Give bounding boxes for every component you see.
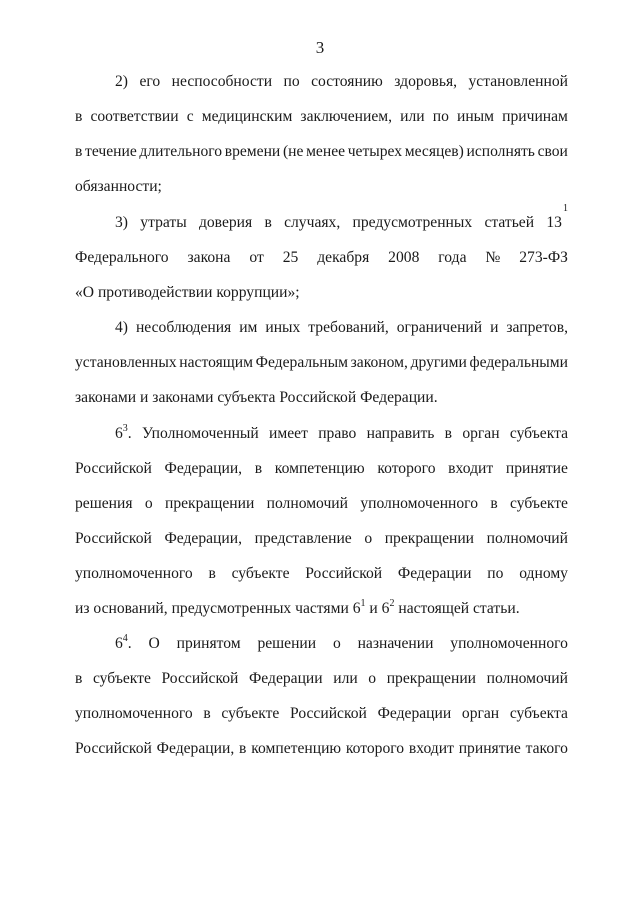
page-number: 3 [315, 38, 325, 57]
text-line: Федерального закона от 25 декабря 2008 года № 273-ФЗ [75, 249, 568, 266]
text-line: уполномоченного в субъекте Российской Федерации по одному [75, 565, 568, 582]
text-line: в субъекте Российской Федерации или о прекращении полномочий [75, 670, 568, 687]
text-line: в соответствии с медицинским заключением, или по иным причинам [75, 108, 568, 125]
text-line: решения о прекращении полномочий уполномоченного в субъекте [75, 495, 568, 512]
text-line: обязанности; [75, 178, 162, 195]
text-line: «О противодействии коррупции»; [75, 284, 300, 301]
text-line: установленных настоящим Федеральным законом, другими федеральными [75, 354, 568, 371]
text-line: Российской Федерации, в компетенцию которого входит принятие [75, 460, 568, 477]
text-line: законами и законами субъекта Российской Федерации. [75, 389, 438, 406]
text-line: Российской Федерации, представление о прекращении полномочий [75, 530, 568, 547]
item-number: $6^3$ [115, 422, 128, 442]
text-line: из оснований, предусмотренных частями $6^1$ и $6^2$ настоящей статьи. [75, 597, 520, 617]
item-number: $6^4$ [115, 632, 128, 652]
text-line: $6^4$ . О принятом решении о назначении уполномоченного [115, 632, 568, 652]
text-line: 2) его неспособности по состоянию здоровья, установленной [115, 73, 568, 90]
text-line: 3) утраты доверия в случаях, предусмотренных статьей 13 1 [115, 203, 568, 231]
text-line: Российской Федерации, в компетенцию которого входит принятие такого [75, 740, 568, 757]
text-line: в течение длительного времени (не менее четырех месяцев) исполнять свои [75, 143, 568, 160]
text-line: 4) несоблюдения им иных требований, ограничений и запретов, [115, 319, 568, 336]
text-line: уполномоченного в субъекте Российской Федерации орган субъекта [75, 705, 568, 722]
text-line: $6^3$ . Уполномоченный имеет право направить в орган субъекта [115, 422, 568, 442]
